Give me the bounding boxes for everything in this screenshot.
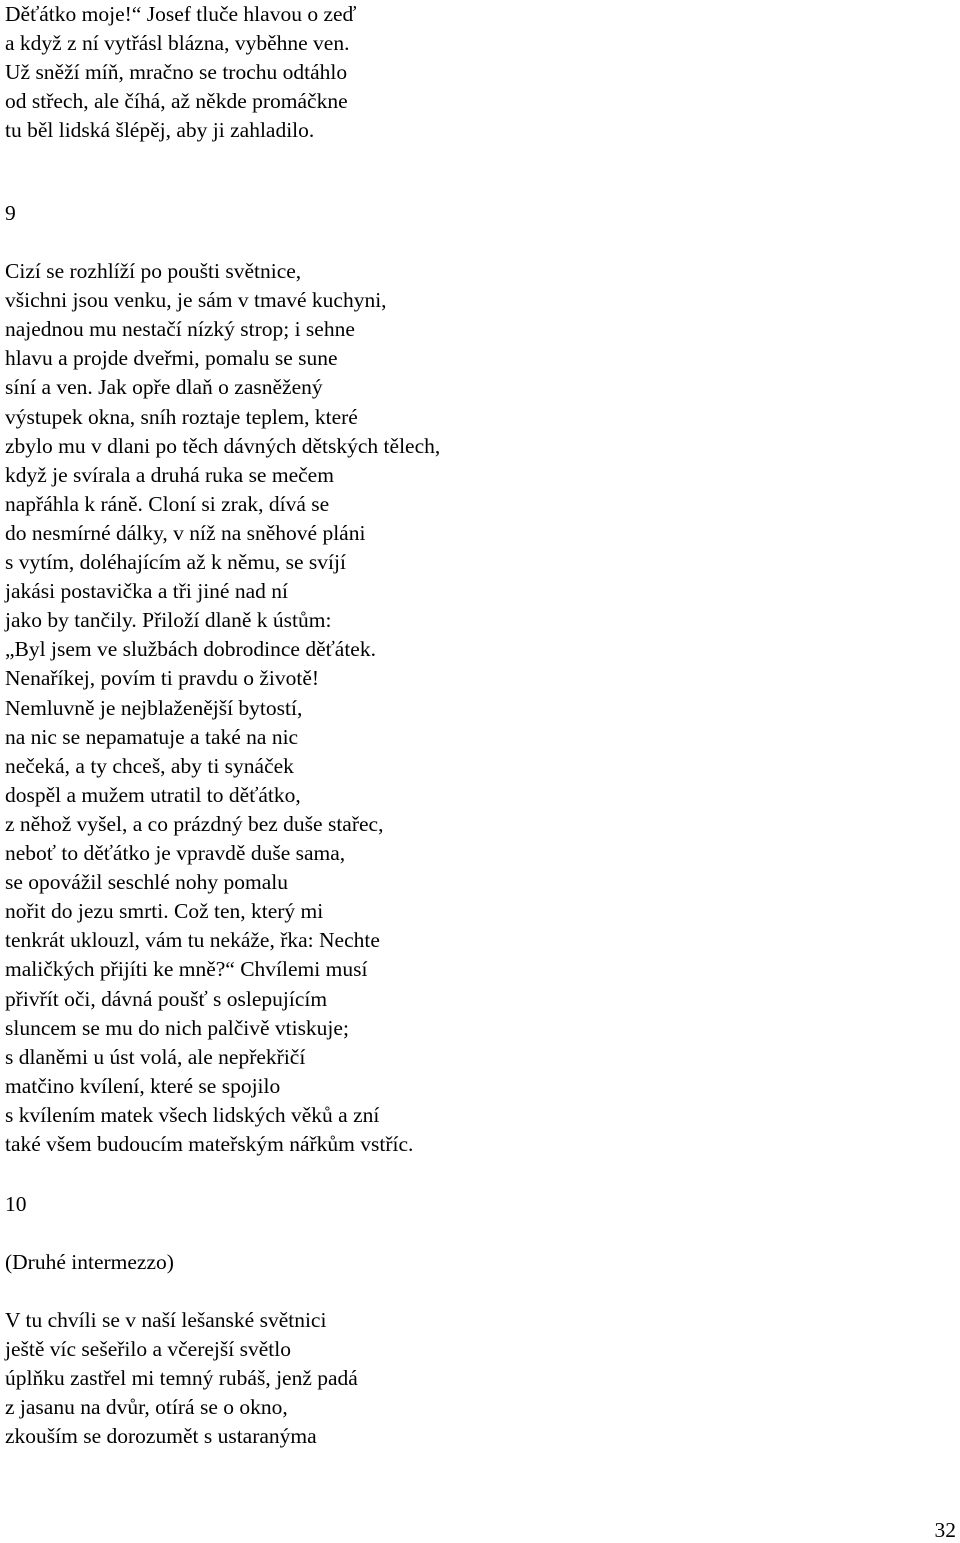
text-line: matčino kvílení, které se spojilo	[5, 1073, 281, 1098]
text-line: síní a ven. Jak opře dlaň o zasněžený	[5, 375, 323, 400]
text-line: nořit do jezu smrti. Což ten, který mi	[5, 899, 324, 924]
text-line: Už sněží míň, mračno se trochu odtáhlo	[5, 60, 348, 85]
text-line: s dlaněmi u úst volá, ale nepřekřičí	[5, 1044, 306, 1069]
text-line: s vytím, doléhajícím až k němu, se svíjí	[5, 550, 346, 574]
text-line: se opovážil seschlé nohy pomalu	[5, 870, 289, 895]
text-line: maličkých přijíti ke mně?“ Chvílemi musí	[5, 957, 368, 982]
text-line: výstupek okna, sníh roztaje teplem, které	[5, 404, 358, 429]
text-line: Nenaříkej, povím ti pravdu o životě!	[5, 666, 320, 691]
text-line: sluncem se mu do nich palčivě vtiskuje;	[5, 1015, 349, 1040]
text-line: jakási postavička a tři jiné nad ní	[5, 579, 288, 604]
text-line: najednou mu nestačí nízký strop; i sehne	[5, 317, 355, 342]
text-line: jako by tančily. Přiloží dlaně k ústům:	[5, 608, 332, 633]
text-line: neboť to děťátko je vpravdě duše sama,	[5, 841, 346, 865]
text-line: tenkrát uklouzl, vám tu nekáže, řka: Nechte	[5, 928, 380, 953]
text-line: (Druhé intermezzo)	[5, 1250, 174, 1274]
text-line: Nemluvně je nejblaženější bytostí,	[5, 695, 303, 720]
text-line: na nic se nepamatuje a také na nic	[5, 724, 299, 749]
page-number: 32	[934, 1518, 956, 1542]
text-line: také všem budoucím mateřským nářkům vstříc.	[5, 1132, 414, 1156]
text-line: od střech, ale číhá, až někde promáčkne	[5, 89, 348, 114]
text-line: tu běl lidská šlépěj, aby ji zahladilo.	[5, 118, 315, 143]
text-line: do nesmírné dálky, v níž na sněhové pláni	[5, 520, 366, 545]
text-line: přivřít oči, dávná poušť s oslepujícím	[5, 986, 328, 1011]
text-line: Cizí se rozhlíží po poušti světnice,	[5, 259, 302, 283]
text-line: když je svírala a druhá ruka se mečem	[5, 462, 334, 487]
text-line: hlavu a projde dveřmi, pomalu se sune	[5, 346, 338, 371]
text-line: 10	[5, 1192, 27, 1216]
text-line: 9	[5, 201, 16, 225]
text-line: napřáhla k ráně. Cloní si zrak, dívá se	[5, 491, 330, 516]
text-line: všichni jsou venku, je sám v tmavé kuchyni,	[5, 288, 387, 313]
text-line: „Byl jsem ve službách dobrodince děťátek.	[5, 637, 376, 662]
text-line: z jasanu na dvůr, otírá se o okno,	[5, 1395, 288, 1420]
text-line: úplňku zastřel mi temný rubáš, jenž padá	[5, 1366, 358, 1391]
text-line: zbylo mu v dlani po těch dávných dětských tělech,	[5, 433, 441, 458]
text-line: V tu chvíli se v naší lešanské světnici	[5, 1308, 327, 1332]
text-line: nečeká, a ty chceš, aby ti synáček	[5, 753, 294, 778]
text-line: Děťátko moje!“ Josef tluče hlavou o zeď	[5, 2, 357, 26]
text-line: a když z ní vytřásl blázna, vyběhne ven.	[5, 31, 350, 56]
text-line: z něhož vyšel, a co prázdný bez duše stařec,	[5, 811, 384, 836]
text-line: ještě víc sešeřilo a včerejší světlo	[5, 1337, 291, 1362]
text-line: s kvílením matek všech lidských věků a zní	[5, 1102, 380, 1127]
text-line: dospěl a mužem utratil to děťátko,	[5, 782, 301, 807]
text-line: zkouším se dorozumět s ustaranýma	[5, 1424, 317, 1449]
